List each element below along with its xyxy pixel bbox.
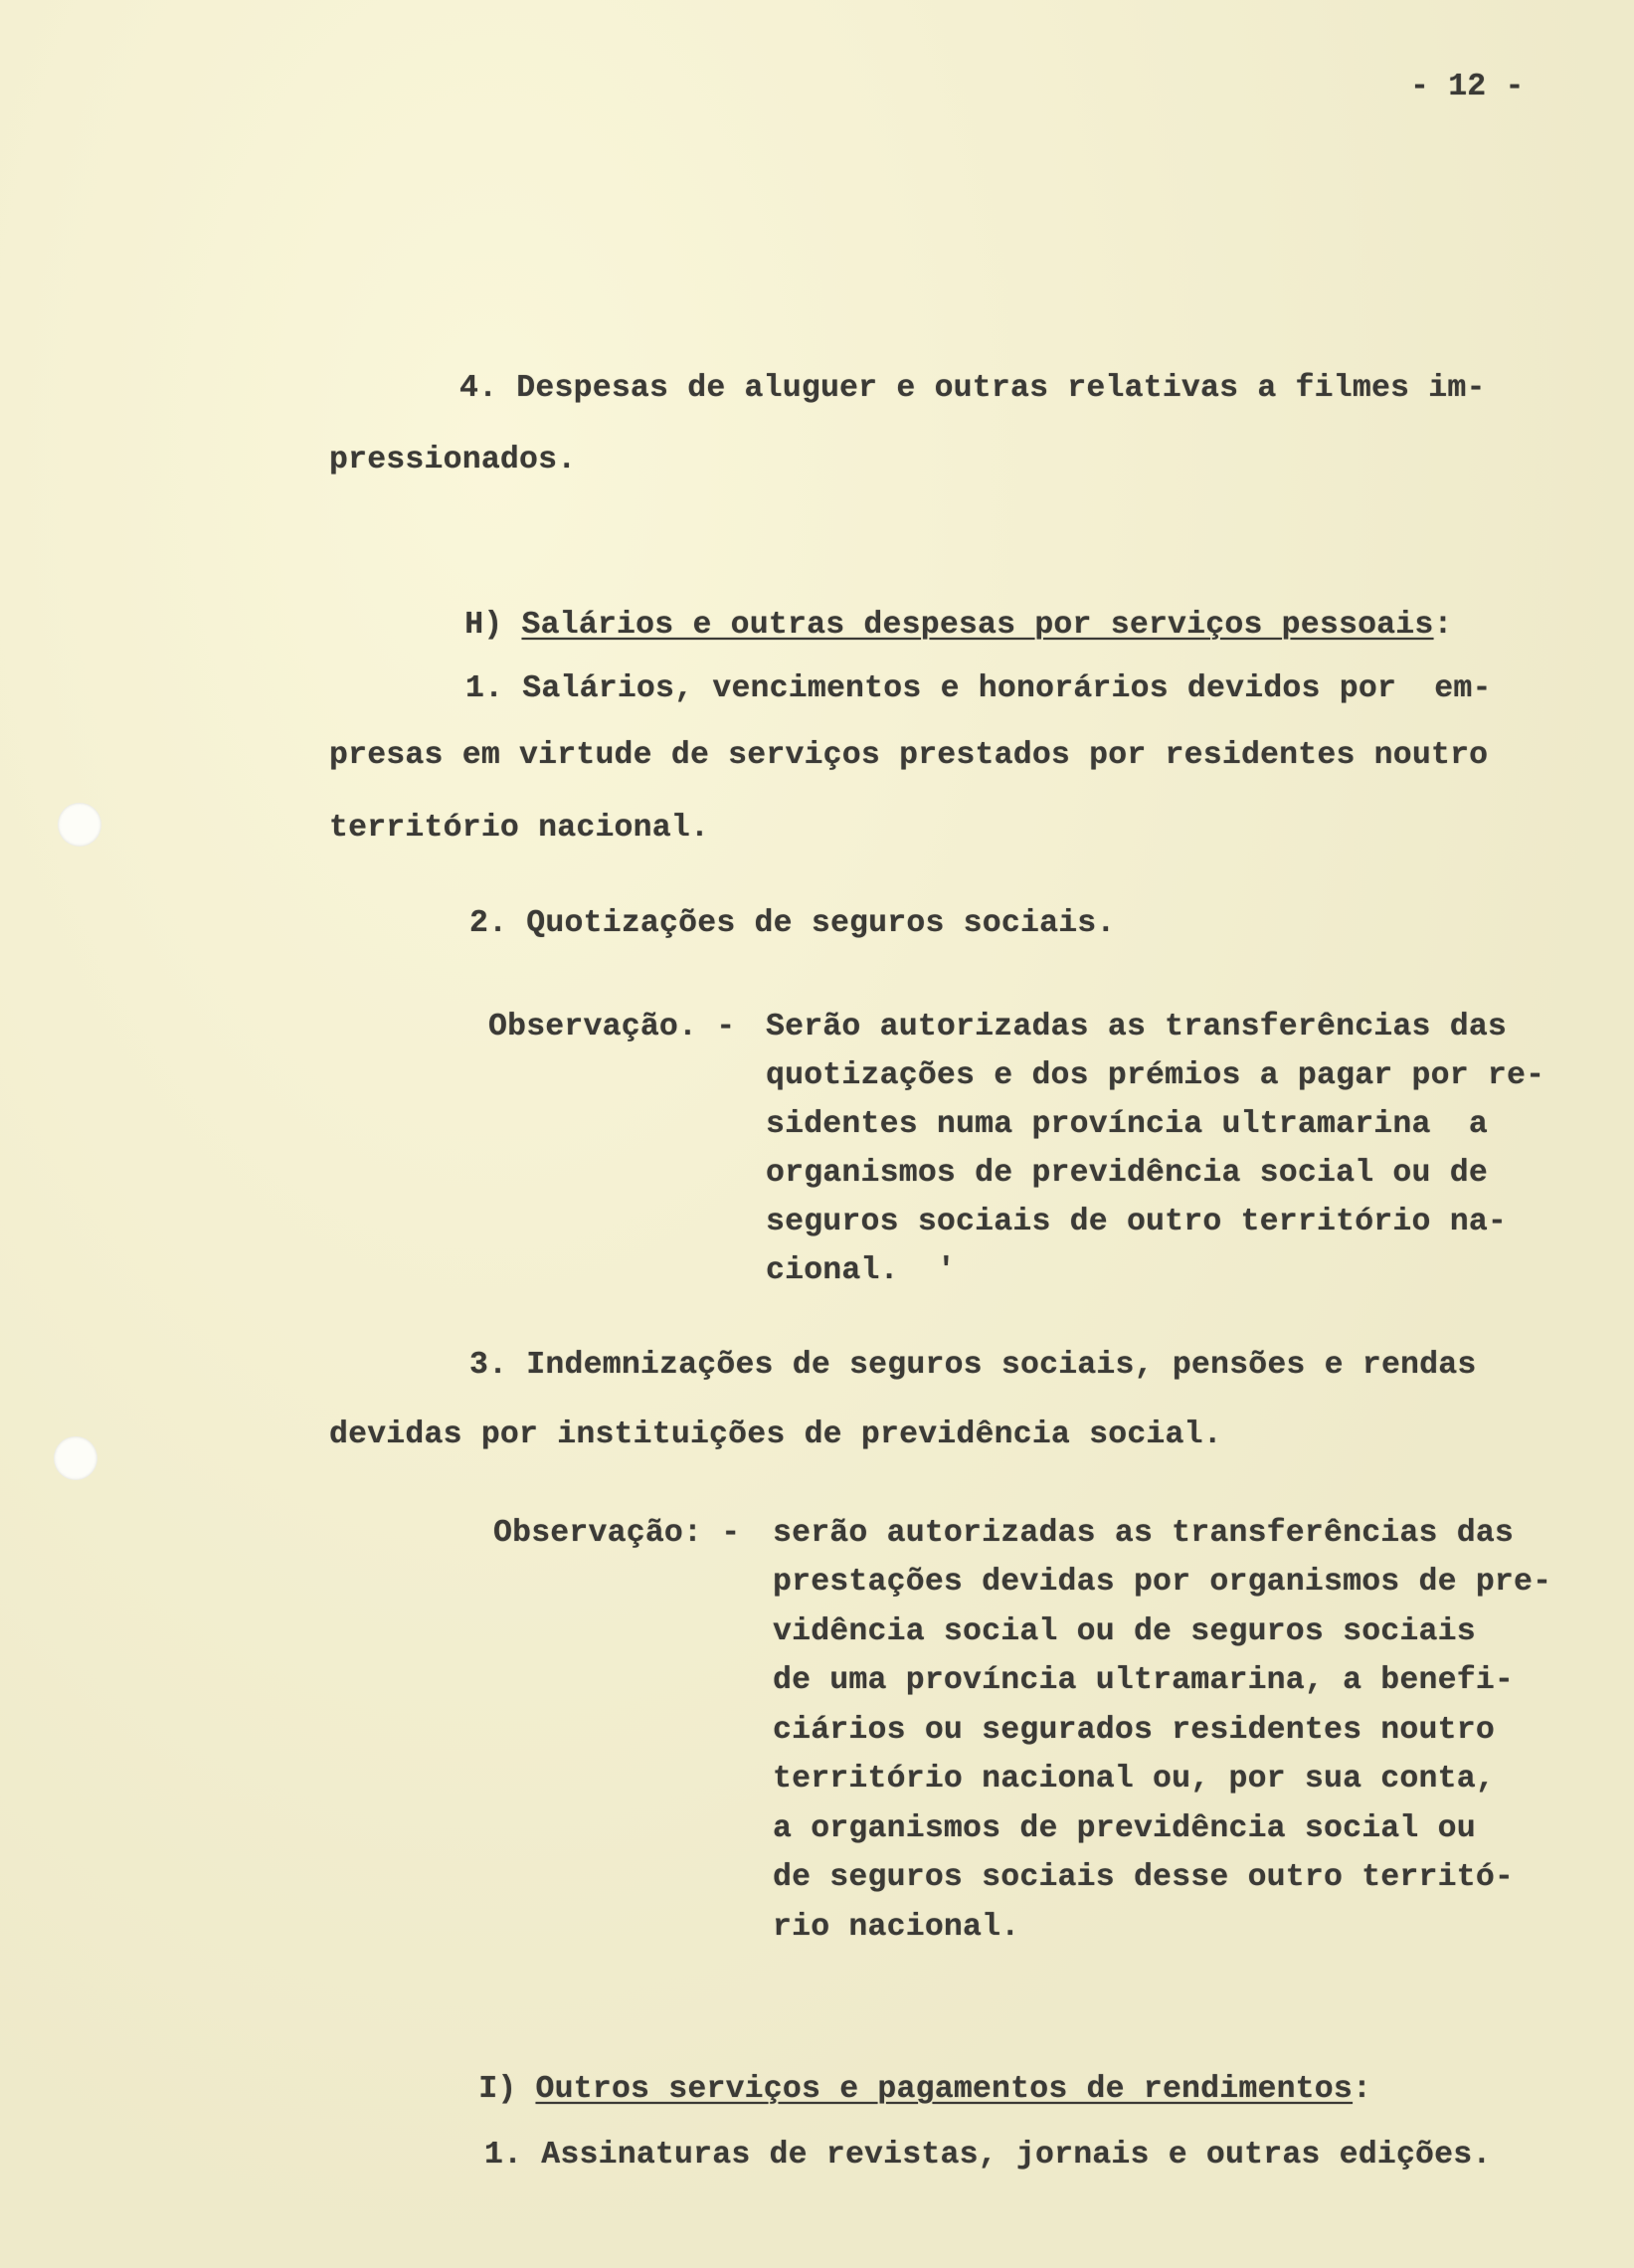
section-i-colon: : — [1352, 2071, 1372, 2107]
obs-h3-line: prestações devidas por organismos de pre- — [773, 1565, 1552, 1600]
item-h1-line-3: território nacional. — [329, 811, 710, 846]
item-h1-line-2: presas em virtude de serviços prestados por residentes noutro — [329, 738, 1489, 773]
obs-h3-line: serão autorizadas as transferências das — [773, 1516, 1515, 1551]
section-h-letter: H) — [464, 607, 503, 643]
obs-h2-line: Serão autorizadas as transferências das — [766, 1010, 1508, 1044]
obs-h3-label: Observação: - — [493, 1516, 741, 1551]
item-g4-line-2: pressionados. — [329, 443, 577, 477]
section-h-title: Salários e outras despesas por serviços pessoais — [521, 607, 1434, 643]
obs-h2-line: quotizações e dos prémios a pagar por re- — [766, 1058, 1545, 1093]
obs-h2-line: sidentes numa província ultramarina a — [766, 1107, 1488, 1142]
punch-hole-bottom — [54, 1436, 97, 1480]
item-h2: 2. Quotizações de seguros sociais. — [469, 906, 1116, 941]
punch-hole-top — [58, 803, 101, 847]
obs-h2-label: Observação. - — [488, 1010, 736, 1044]
item-g4-line-1: 4. Despesas de aluguer e outras relativas a filmes im- — [459, 371, 1486, 406]
section-i-title: Outros serviços e pagamentos de rendimentos — [535, 2071, 1353, 2107]
obs-h3-line: ciários ou segurados residentes noutro — [773, 1713, 1495, 1748]
item-i1: 1. Assinaturas de revistas, jornais e outras edições. — [484, 2138, 1492, 2173]
obs-h3-line: território nacional ou, por sua conta, — [773, 1762, 1495, 1796]
page-number: - 12 - — [1410, 70, 1525, 104]
obs-h3-line: de uma província ultramarina, a benefi- — [773, 1663, 1515, 1698]
obs-h2-line: seguros sociais de outro território na- — [766, 1205, 1508, 1239]
section-i-letter: I) — [478, 2071, 517, 2107]
obs-h2-line: cional. ' — [766, 1253, 957, 1288]
obs-h3-line: a organismos de previdência social ou — [773, 1811, 1476, 1846]
obs-h2-line: organismos de previdência social ou de — [766, 1156, 1488, 1191]
obs-h3-line: rio nacional. — [773, 1910, 1020, 1945]
item-h3-line-2: devidas por instituições de previdência social. — [329, 1418, 1222, 1452]
item-h1-line-1: 1. Salários, vencimentos e honorários devidos por em- — [465, 671, 1492, 706]
section-i-heading — [441, 2042, 1371, 2105]
section-h-colon: : — [1433, 607, 1453, 643]
item-h3-line-1: 3. Indemnizações de seguros sociais, pensões e rendas — [469, 1348, 1477, 1383]
obs-h3-line: vidência social ou de seguros sociais — [773, 1614, 1476, 1649]
obs-h3-line: de seguros sociais desse outro territó- — [773, 1860, 1515, 1895]
section-h-heading — [427, 578, 1453, 641]
